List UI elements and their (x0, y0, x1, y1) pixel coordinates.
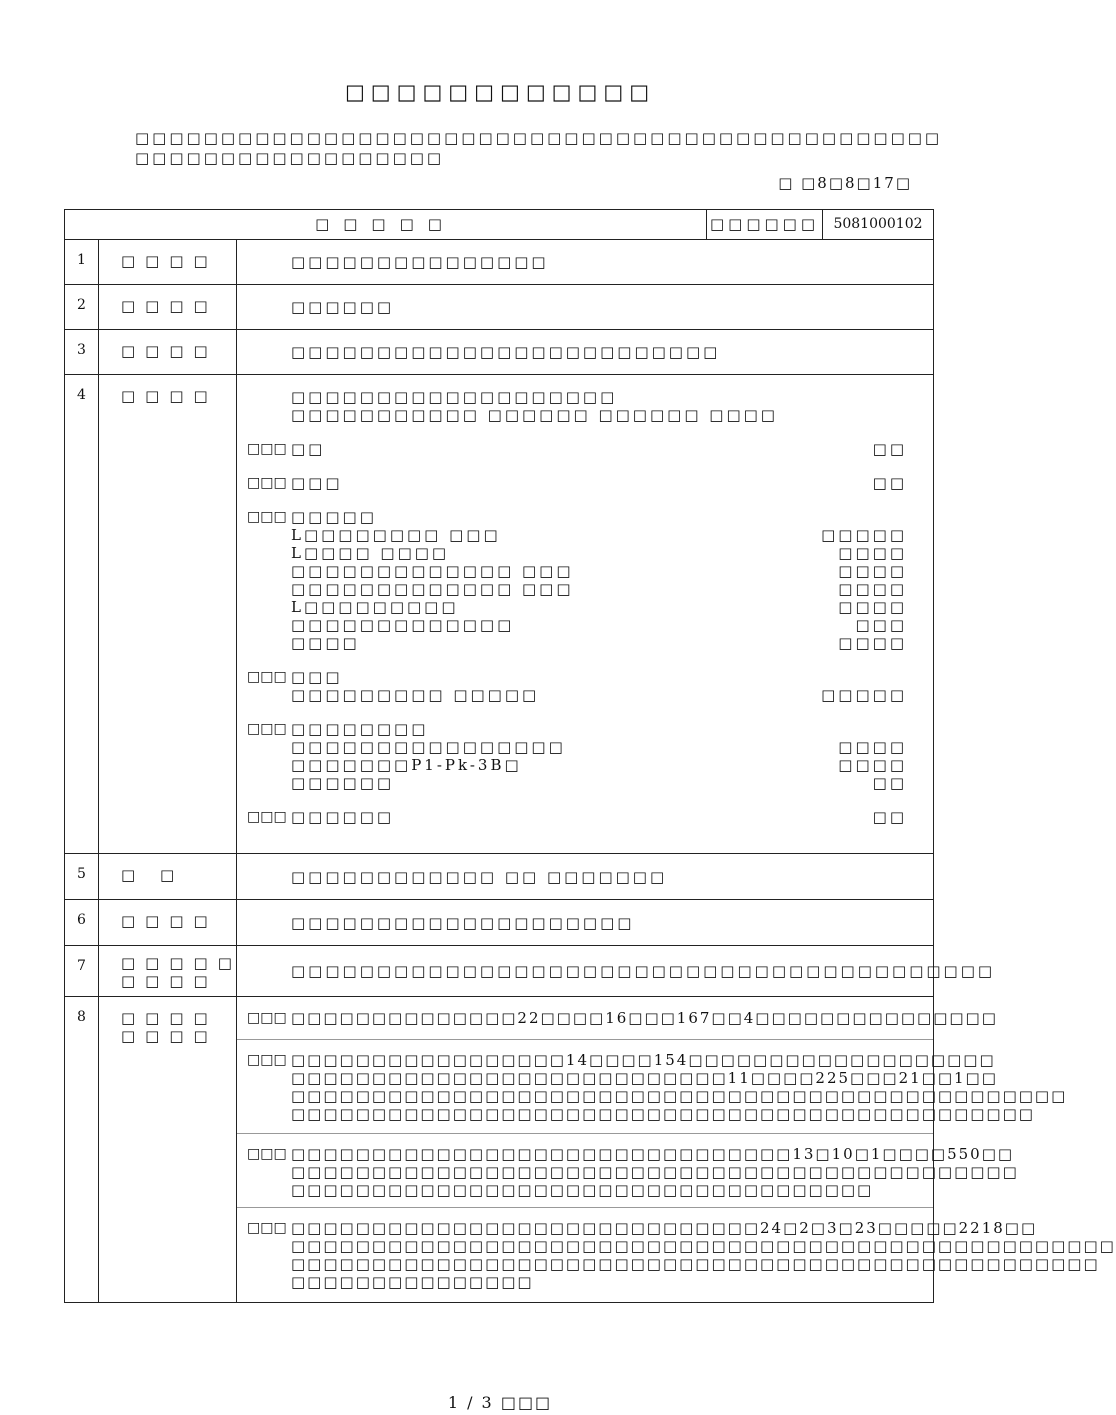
group-line (237, 756, 933, 774)
line-text: □□□□□□□□□□□□□□□□□□□□□□□□□□□□□24□2□3□23□□□□□2218□□ (291, 1219, 1038, 1237)
item-tag: □□□ (247, 809, 287, 825)
row-intro-line: □□□□□□□□□□□□□□□□□□□ (291, 388, 618, 406)
row-label: □□□□ □□□□ (99, 997, 237, 1302)
history-line (237, 1273, 933, 1291)
group-line (237, 668, 933, 686)
row-text: □□□□□□□□□□□□□□□□□□□□□□□□□□□□□□□□□□□□□□□□□ (291, 962, 996, 980)
history-item (237, 1133, 1019, 1207)
line-value: □□□□□ (821, 686, 907, 704)
group-line (237, 580, 933, 598)
line-value: □□ (872, 808, 907, 826)
header-code-label: □□□□□□ (707, 210, 823, 239)
row-label: □□□□ (99, 900, 237, 945)
table-row (65, 899, 933, 945)
line-text: □□□□□□□□□□□□□□□□□□□□□□□□□□□□□□□□□□□□□□□□□□□□□□□□□□□ (291, 1237, 1116, 1255)
item-tag: □□□ (247, 475, 287, 491)
history-line (237, 1069, 998, 1087)
line-text: □□□□□□□□□□□□□ (291, 616, 515, 634)
history-item (237, 1039, 1068, 1133)
group-line (237, 598, 933, 616)
row-label: □□□□ (99, 240, 237, 284)
line-text: □□ (291, 440, 326, 458)
row-number: 3 (65, 330, 99, 374)
line-text: □□□□□□□□□□□□□□□□□□□□□□□□□□□□□□□□□□□□□□□□□□□□□□□□ (291, 1087, 1068, 1105)
history-line (237, 1163, 1019, 1181)
group-line (237, 526, 933, 544)
history-line (237, 1105, 1035, 1123)
line-text: □□□□□□□□□□□□□□□□□□□□□□□□□□□□□□□□□□□□□□□□□□□□□□□□□□ (291, 1255, 1100, 1273)
line-text: □□□□□□□□□□□□□□□□ (291, 738, 566, 756)
row-label: □□□□ (99, 285, 237, 329)
table-row (65, 996, 1116, 1302)
group-line (237, 544, 933, 562)
item-tag: □□□ (247, 441, 287, 457)
group-line (237, 738, 933, 756)
row-text: □□□□□□ (291, 298, 395, 316)
item-group (237, 474, 933, 492)
line-value: □□ (872, 440, 907, 458)
line-text: □□□□□□□□ (291, 720, 429, 738)
row-text: □□□□□□□□□□□□□□□□□□□□□□□□□ (291, 343, 721, 361)
line-text: □□□□□□□□□□□□□□22□□□□16□□□167□□4□□□□□□□□□□□□□□□ (291, 1009, 998, 1027)
line-text: □□□□□□□□□□□□□□□□□□□□□□□□□□□11□□□□225□□□21□□1□□ (291, 1069, 998, 1087)
line-text: □□□□□□ (291, 774, 395, 792)
row-text: □□□□□□□□□□□□□□□□□□□□ (291, 914, 635, 932)
history-item (237, 997, 998, 1039)
row-text: □□□□□□□□□□□□ □□ □□□□□□□ (291, 868, 668, 886)
document-date: □ □8□8□17□ (778, 174, 912, 192)
item-tag: □□□ (247, 1146, 287, 1162)
group-line (237, 474, 933, 492)
header-title: □□□□□ (65, 210, 707, 239)
row-number: 6 (65, 900, 99, 945)
line-text: □□□□□□□□□□□□□□□□□14□□□□154□□□□□□□□□□□□□□□□□□□ (291, 1051, 996, 1069)
line-value: □□□□ (838, 562, 907, 580)
item-tag: □□□ (247, 1220, 287, 1236)
line-text: □□□□□□□□□□□□□□□□□□□□□□□□□□□□□□□□□□□□□□□□□□□□□ (291, 1163, 1019, 1181)
row-label: □□□□ (99, 330, 237, 374)
table-row (65, 239, 933, 284)
group-line (237, 720, 933, 738)
item-tag: □□□ (247, 509, 287, 525)
history-line (237, 1181, 933, 1199)
group-line (237, 634, 933, 652)
item-tag: □□□ (247, 721, 287, 737)
row-number: 1 (65, 240, 99, 284)
line-text: □□□□□□□□□ □□□□□ (291, 686, 540, 704)
table-row (65, 374, 933, 853)
line-text: L□□□□□□□□□ (291, 598, 459, 616)
line-text: □□□□□□□□□□□□□□□ (291, 1273, 534, 1291)
group-line (237, 774, 933, 792)
group-line (237, 508, 933, 526)
line-value: □□□□ (838, 756, 907, 774)
line-text: □□□□□□ (291, 808, 395, 826)
table-row (65, 945, 996, 996)
line-text: □□□ (291, 474, 343, 492)
history-line (237, 1009, 998, 1027)
line-text: □□□□□□□P1-Pk-3B□ (291, 756, 522, 774)
table-header (65, 210, 933, 239)
line-value: □□□□□ (821, 526, 907, 544)
row-number: 4 (65, 375, 99, 853)
row-number: 7 (65, 946, 99, 996)
group-line (237, 562, 933, 580)
line-text: □□□□ (291, 634, 360, 652)
history-line (237, 1087, 1068, 1105)
row-number: 2 (65, 285, 99, 329)
row-label: □ □ (99, 854, 237, 899)
item-tag: □□□ (247, 669, 287, 685)
group-line (237, 808, 933, 826)
line-value: □□ (872, 774, 907, 792)
line-value: □□□□ (838, 598, 907, 616)
row-text: □□□□□□□□□□□□□□□ (291, 253, 549, 271)
row-intro-line: □□□□□□□□□□□ □□□□□□ □□□□□□ □□□□ (291, 406, 778, 424)
line-text: □□□□□□□□□□□□□□□□□□□□□□□□□□□□□□□□□□□□ (291, 1181, 874, 1199)
line-value: □□□□ (838, 634, 907, 652)
line-value: □□□□ (838, 580, 907, 598)
line-value: □□□□ (838, 738, 907, 756)
group-line (237, 686, 933, 704)
intro-line-1: □□□□□□□□□□□□□□□□□□□□□□□□□□□□□□□□□□□□□□□□□□□□□□□ (135, 129, 943, 147)
history-item (237, 1207, 1116, 1302)
history-line (237, 1255, 1100, 1273)
line-text: L□□□□□□□□ □□□ (291, 526, 501, 544)
group-line (237, 440, 933, 458)
history-line (237, 1145, 1015, 1163)
row-label: □□□□ (99, 375, 237, 853)
info-table (64, 209, 1116, 1303)
table-row (65, 329, 933, 374)
history-line (237, 1051, 996, 1069)
line-text: □□□ (291, 668, 343, 686)
line-text: □□□□□□□□□□□□□ □□□ (291, 562, 574, 580)
row-label: □□□□□ □□□□ (99, 946, 237, 996)
line-text: □□□□□□□□□□□□□ □□□ (291, 580, 574, 598)
line-text: □□□□□ (291, 508, 377, 526)
page-number: 1 / 3 □□□ (447, 1393, 553, 1412)
item-group (237, 668, 933, 704)
line-value: □□□ (855, 616, 907, 634)
intro-line-2: □□□□□□□□□□□□□□□□□□ (135, 149, 445, 167)
item-group (237, 720, 933, 792)
row-number: 5 (65, 854, 99, 899)
item-group (237, 440, 933, 458)
item-group (237, 508, 933, 652)
document-title: □□□□□□□□□□□□ (344, 80, 656, 104)
line-text: L□□□□ □□□□ (291, 544, 450, 562)
intro-paragraph (135, 128, 943, 168)
line-text: □□□□□□□□□□□□□□□□□□□□□□□□□□□□□□□13□10□1□□□□550□□ (291, 1145, 1015, 1163)
history-line (237, 1237, 1116, 1255)
table-row (65, 284, 933, 329)
line-value: □□□□ (838, 544, 907, 562)
line-text: □□□□□□□□□□□□□□□□□□□□□□□□□□□□□□□□□□□□□□□□□□□□□□ (291, 1105, 1035, 1123)
row-number: 8 (65, 997, 99, 1302)
header-code-value: 5081000102 (833, 216, 923, 232)
item-tag: □□□ (247, 1052, 287, 1068)
item-tag: □□□ (247, 1010, 287, 1026)
item-group (237, 808, 933, 826)
group-line (237, 616, 933, 634)
line-value: □□ (872, 474, 907, 492)
history-line (237, 1219, 1038, 1237)
table-row (65, 853, 933, 899)
